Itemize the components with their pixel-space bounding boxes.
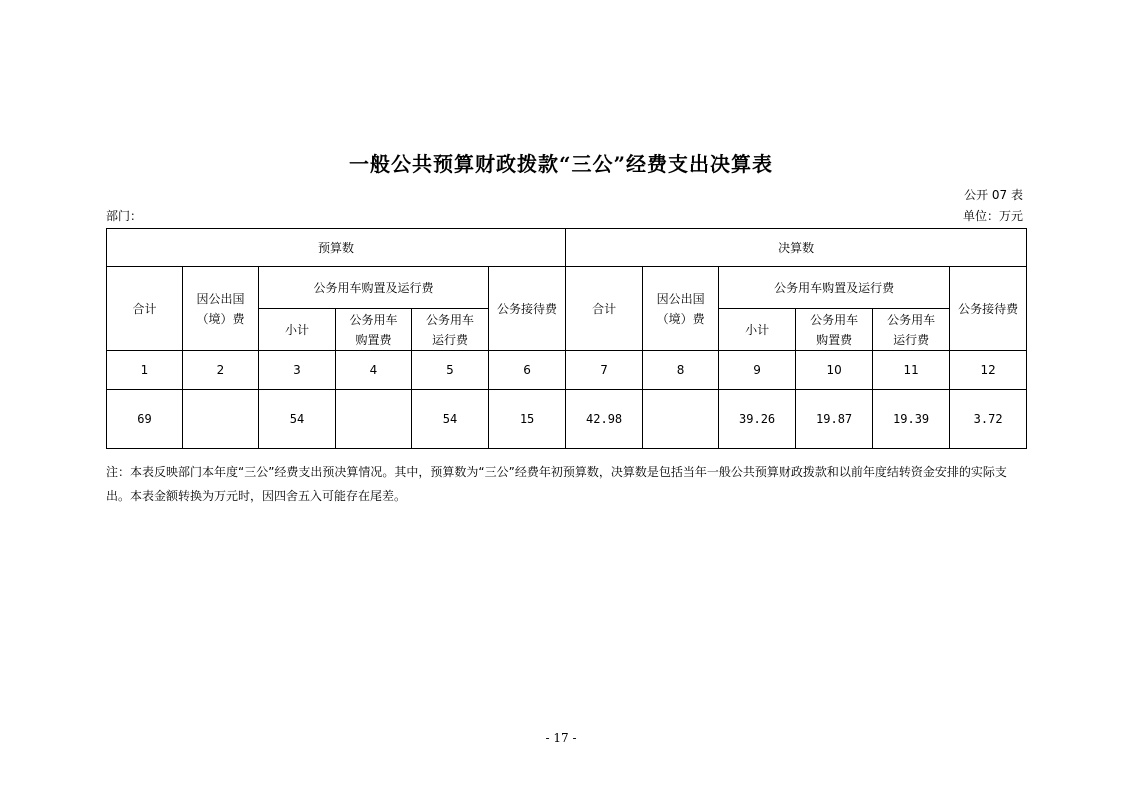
page-number: - 17 - (545, 731, 577, 745)
column-number: 6 (489, 351, 566, 390)
column-number: 12 (950, 351, 1027, 390)
header-line: 公务用车 (425, 312, 474, 327)
column-number: 5 (412, 351, 489, 390)
category-header-row (107, 267, 1027, 309)
header-line: 购置费 (355, 332, 392, 347)
budget-vehicle-purchase-header (336, 309, 412, 351)
budget-vehicle-operation-header (412, 309, 489, 351)
final-subtotal-header: 小计 (719, 309, 796, 351)
page-title: 一般公共预算财政拨款“三公”经费支出决算表 (348, 152, 773, 176)
column-number: 11 (873, 351, 950, 390)
column-number: 2 (183, 351, 259, 390)
header-line: 运行费 (893, 332, 930, 347)
expense-table (106, 228, 1027, 449)
header-line: 购置费 (816, 332, 853, 347)
header-line: 因公出国 (656, 291, 705, 306)
value-cell: 19.39 (873, 390, 950, 449)
budget-abroad-header (183, 267, 259, 351)
budget-total-header: 合计 (107, 267, 183, 351)
header-line: 公务用车 (349, 312, 398, 327)
column-number: 7 (566, 351, 643, 390)
value-cell: 54 (412, 390, 489, 449)
department-label: 部门： (106, 209, 143, 223)
value-cell: 3.72 (950, 390, 1027, 449)
group-header-row (107, 229, 1027, 267)
budget-reception-header: 公务接待费 (489, 267, 566, 351)
column-number: 4 (336, 351, 412, 390)
column-number-row (107, 351, 1027, 390)
final-vehicle-header: 公务用车购置及运行费 (719, 267, 950, 309)
form-number: 公开 07 表 (964, 188, 1023, 202)
final-vehicle-purchase-header (796, 309, 873, 351)
value-cell: 19.87 (796, 390, 873, 449)
header-line: 因公出国 (196, 291, 245, 306)
value-cell (183, 390, 259, 449)
column-number: 8 (643, 351, 719, 390)
value-cell: 54 (259, 390, 336, 449)
column-number: 10 (796, 351, 873, 390)
value-cell: 42.98 (566, 390, 643, 449)
value-cell: 69 (107, 390, 183, 449)
header-line: 公务用车 (887, 312, 936, 327)
final-abroad-header (643, 267, 719, 351)
column-number: 1 (107, 351, 183, 390)
header-line: （境）费 (196, 311, 245, 326)
value-cell: 15 (489, 390, 566, 449)
final-reception-header: 公务接待费 (950, 267, 1027, 351)
unit-label: 单位：万元 (962, 209, 1023, 223)
final-total-header: 合计 (566, 267, 643, 351)
column-number: 9 (719, 351, 796, 390)
final-group-header: 决算数 (566, 229, 1027, 267)
value-cell (643, 390, 719, 449)
header-line: 运行费 (431, 332, 468, 347)
budget-subtotal-header: 小计 (259, 309, 336, 351)
header-line: （境）费 (656, 311, 705, 326)
budget-group-header: 预算数 (107, 229, 566, 267)
value-cell (336, 390, 412, 449)
value-cell: 39.26 (719, 390, 796, 449)
header-line: 公务用车 (810, 312, 859, 327)
column-number: 3 (259, 351, 336, 390)
data-row (107, 390, 1027, 449)
table-note: 注：本表反映部门本年度“三公”经费支出预决算情况。其中，预算数为“三公”经费年初预算数，决算数是包括当年一般公共预算财政拨款和以前年度结转资金安排的实际支出。本表金额转换为万元时，因四舍五入可能存在尾差。 (106, 465, 1007, 503)
budget-vehicle-header: 公务用车购置及运行费 (259, 267, 489, 309)
final-vehicle-operation-header (873, 309, 950, 351)
